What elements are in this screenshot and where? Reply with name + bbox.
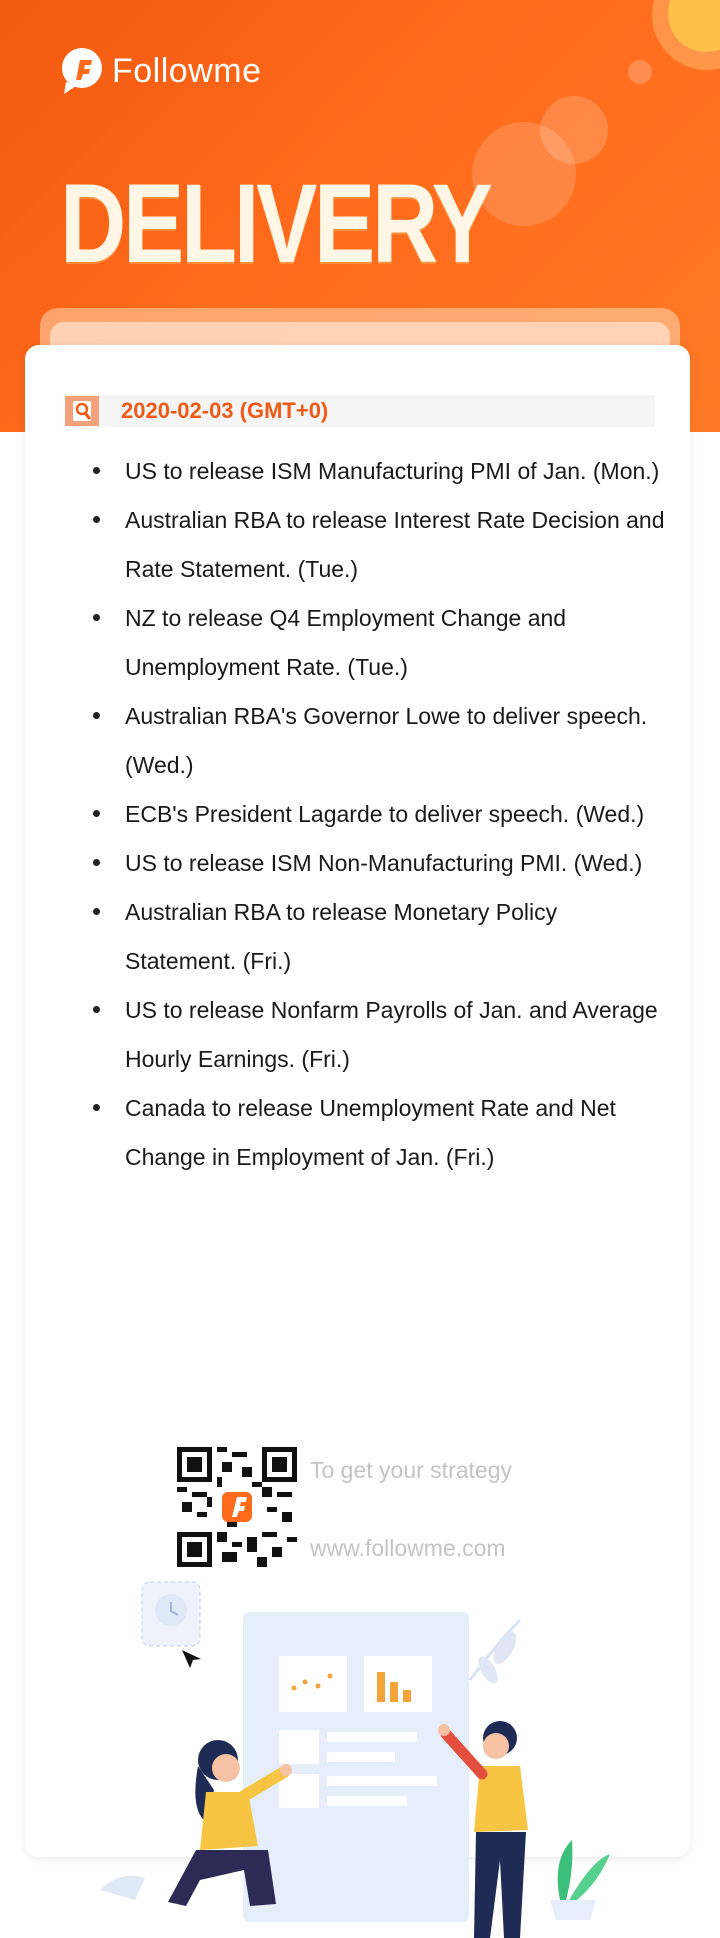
schedule-date: 2020-02-03 (GMT+0): [121, 398, 329, 423]
event-list: [125, 447, 665, 1182]
followme-logo-icon: [60, 46, 104, 96]
decor-circle: [540, 96, 608, 164]
calendar-search-icon: [65, 396, 99, 426]
list-item: ECB's President Lagarde to deliver speech. (Wed.): [125, 790, 665, 839]
date-header: [65, 395, 655, 427]
list-item: Australian RBA to release Interest Rate Decision and Rate Statement. (Tue.): [125, 496, 665, 594]
list-item: US to release ISM Non-Manufacturing PMI. (Wed.): [125, 839, 665, 888]
website-link[interactable]: www.followme.com: [310, 1535, 506, 1561]
brand-logo[interactable]: [60, 46, 261, 96]
list-item: NZ to release Q4 Employment Change and Unemployment Rate. (Tue.): [125, 594, 665, 692]
brand-name: Followme: [112, 51, 262, 90]
qr-code[interactable]: [177, 1447, 297, 1567]
page-title: DELIVERY: [60, 161, 490, 286]
list-item: Canada to release Unemployment Rate and Net Change in Employment of Jan. (Fri.): [125, 1084, 665, 1182]
list-item: Australian RBA to release Monetary Policy Statement. (Fri.): [125, 888, 665, 986]
list-item: US to release Nonfarm Payrolls of Jan. and Average Hourly Earnings. (Fri.): [125, 986, 665, 1084]
list-item: Australian RBA's Governor Lowe to deliver speech. (Wed.): [125, 692, 665, 790]
list-item: US to release ISM Manufacturing PMI of Jan. (Mon.): [125, 447, 665, 496]
qr-caption: To get your strategy: [310, 1457, 512, 1483]
team-illustration: [0, 1560, 720, 1938]
decor-circle: [628, 60, 652, 84]
